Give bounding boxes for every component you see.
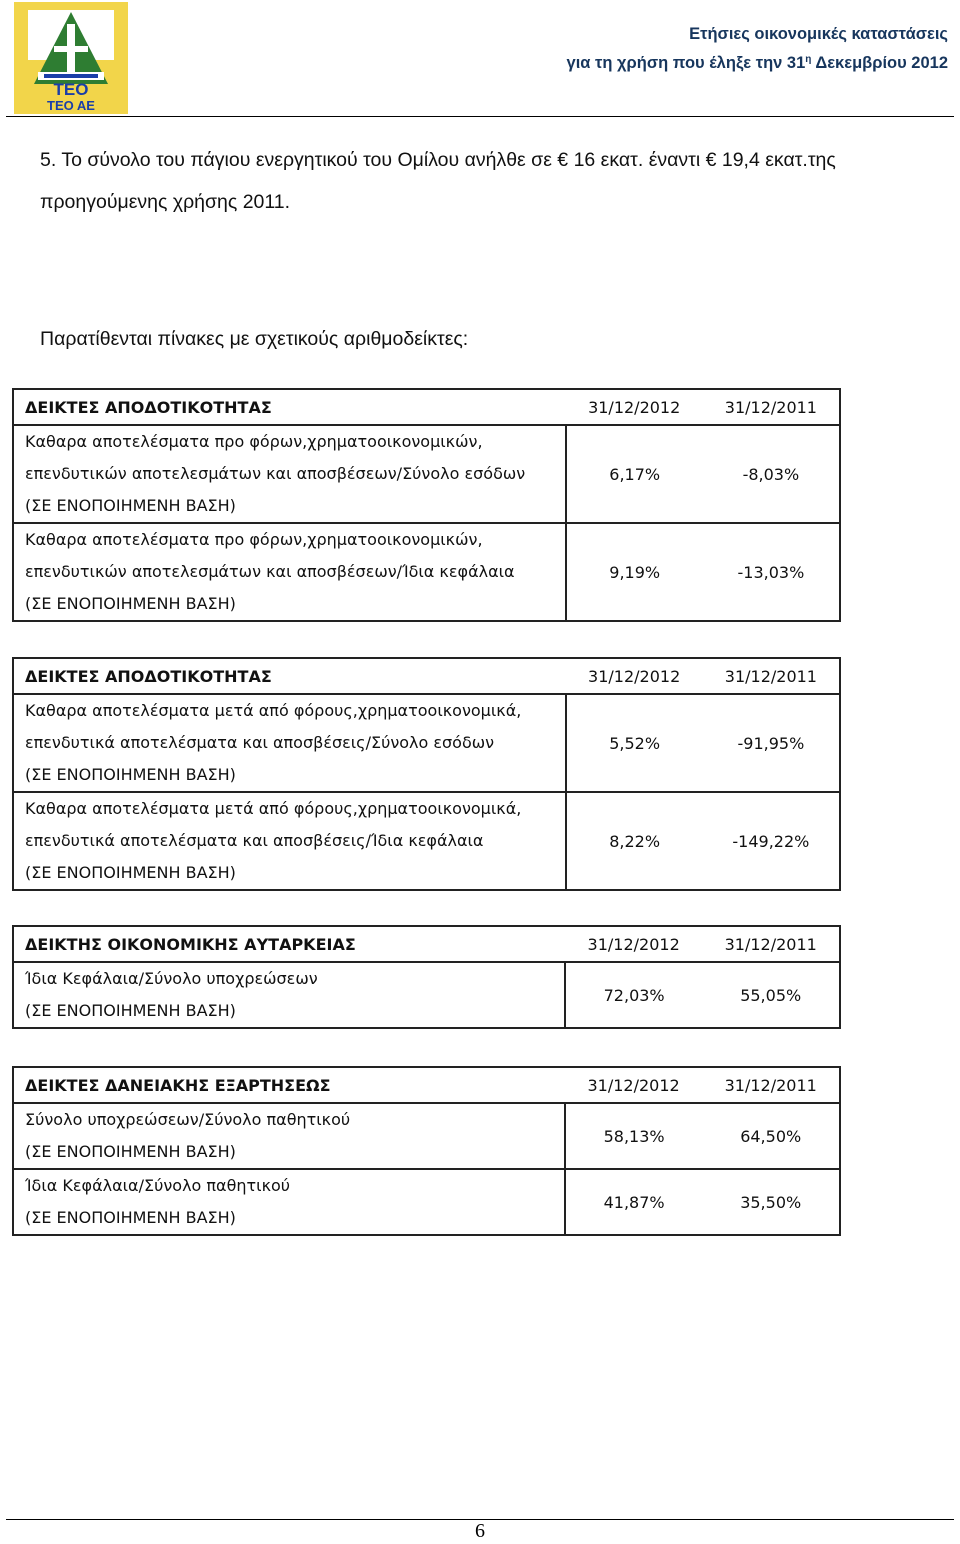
row-label: Καθαρα αποτελέσματα μετά από φόρους,χρηματοοικονομικά, επενδυτικά αποτελέσματα και αποσβέσεις/Σύνολο εσόδων (ΣΕ ΕΝΟΠΟΙΗΜΕΝΗ ΒΑΣΗ) xyxy=(13,694,566,792)
row-label: Ίδια Κεφάλαια/Σύνολο παθητικού (ΣΕ ΕΝΟΠΟΙΗΜΕΝΗ ΒΑΣΗ) xyxy=(13,1169,565,1235)
value-2011: 55,05% xyxy=(702,962,840,1028)
report-title-line1: Ετήσιες οικονομικές καταστάσεις xyxy=(689,25,948,43)
value-2012: 9,19% xyxy=(566,523,703,621)
row-label: Καθαρα αποτελέσματα προ φόρων,χρηματοοικονομικών, επενδυτικών αποτελεσμάτων και αποσβέσεων/Ίδια κεφάλαια (ΣΕ ΕΝΟΠΟΙΗΜΕΝΗ ΒΑΣΗ) xyxy=(13,523,566,621)
column-header-2012: 31/12/2012 xyxy=(588,397,681,417)
logo-text: TEO xyxy=(53,80,89,99)
column-header-2011: 31/12/2011 xyxy=(724,666,817,686)
table-debt-dependency xyxy=(12,1066,841,1236)
table-title: ΔΕΙΚΤΕΣ ΔΑΝΕΙΑΚΗΣ ΕΞΑΡΤΗΣΕΩΣ xyxy=(25,1075,331,1095)
row-label: Καθαρα αποτελέσματα μετά από φόρους,χρηματοοικονομικά, επενδυτικά αποτελέσματα και αποσβέσεις/Ίδια κεφάλαια (ΣΕ ΕΝΟΠΟΙΗΜΕΝΗ ΒΑΣΗ) xyxy=(13,792,566,890)
company-logo xyxy=(14,2,128,114)
value-2012: 8,22% xyxy=(566,792,703,890)
table-title: ΔΕΙΚΤΗΣ ΟΙΚΟΝΟΜΙΚΗΣ ΑΥΤΑΡΚΕΙΑΣ xyxy=(25,934,356,954)
table-row xyxy=(13,792,840,890)
paragraph-fixed-assets: 5. Το σύνολο του πάγιου ενεργητικού του Ομίλου ανήλθε σε € 16 εκατ. έναντι € 19,4 εκατ.της προηγούμενης χρήσης 2011. xyxy=(40,149,836,213)
value-2012: 72,03% xyxy=(565,962,703,1028)
row-label: Καθαρα αποτελέσματα προ φόρων,χρηματοοικονομικών, επενδυτικών αποτελεσμάτων και αποσβέσεων/Σύνολο εσόδων (ΣΕ ΕΝΟΠΟΙΗΜΕΝΗ ΒΑΣΗ) xyxy=(13,425,566,523)
table-profitability-1 xyxy=(12,388,841,622)
table-header-row xyxy=(13,389,840,425)
column-header-2012: 31/12/2012 xyxy=(588,666,681,686)
value-2011: -13,03% xyxy=(703,523,840,621)
page-number: 6 xyxy=(475,1520,485,1542)
value-2011: -149,22% xyxy=(703,792,840,890)
header-divider xyxy=(6,116,954,117)
table-row xyxy=(13,523,840,621)
table-row xyxy=(13,962,840,1028)
logo-company: ΤΕΟ ΑΕ xyxy=(47,98,95,113)
row-label: Σύνολο υποχρεώσεων/Σύνολο παθητικού (ΣΕ ΕΝΟΠΟΙΗΜΕΝΗ ΒΑΣΗ) xyxy=(13,1103,565,1169)
value-2011: -8,03% xyxy=(703,425,840,523)
value-2012: 41,87% xyxy=(565,1169,703,1235)
table-title: ΔΕΙΚΤΕΣ ΑΠΟΔΟΤΙΚΟΤΗΤΑΣ xyxy=(25,666,272,686)
table-row xyxy=(13,1169,840,1235)
column-header-2011: 31/12/2011 xyxy=(724,397,817,417)
page-header xyxy=(0,0,960,118)
value-2012: 5,52% xyxy=(566,694,703,792)
column-header-2011: 31/12/2011 xyxy=(724,1075,817,1095)
column-header-2012: 31/12/2012 xyxy=(587,1075,680,1095)
table-row xyxy=(13,425,840,523)
report-title-line2: για τη χρήση που έληξε την $31^\eta$ Δεκεμβρίου 2012 xyxy=(566,54,948,72)
table-header-row xyxy=(13,926,840,962)
table-row xyxy=(13,694,840,792)
value-2011: -91,95% xyxy=(703,694,840,792)
value-2012: 58,13% xyxy=(565,1103,703,1169)
table-profitability-2 xyxy=(12,657,841,891)
table-header-row xyxy=(13,1067,840,1103)
table-header-row xyxy=(13,658,840,694)
column-header-2011: 31/12/2011 xyxy=(724,934,817,954)
value-2012: 6,17% xyxy=(566,425,703,523)
report-title xyxy=(567,22,948,76)
column-header-2012: 31/12/2012 xyxy=(587,934,680,954)
row-label: Ίδια Κεφάλαια/Σύνολο υποχρεώσεων (ΣΕ ΕΝΟΠΟΙΗΜΕΝΗ ΒΑΣΗ) xyxy=(13,962,565,1028)
table-financial-autonomy xyxy=(12,925,841,1029)
table-row xyxy=(13,1103,840,1169)
value-2011: 35,50% xyxy=(702,1169,840,1235)
paragraph-intro: Παρατίθενται πίνακες με σχετικούς αριθμοδείκτες: xyxy=(40,328,469,350)
table-title: ΔΕΙΚΤΕΣ ΑΠΟΔΟΤΙΚΟΤΗΤΑΣ xyxy=(25,397,272,417)
value-2011: 64,50% xyxy=(702,1103,840,1169)
